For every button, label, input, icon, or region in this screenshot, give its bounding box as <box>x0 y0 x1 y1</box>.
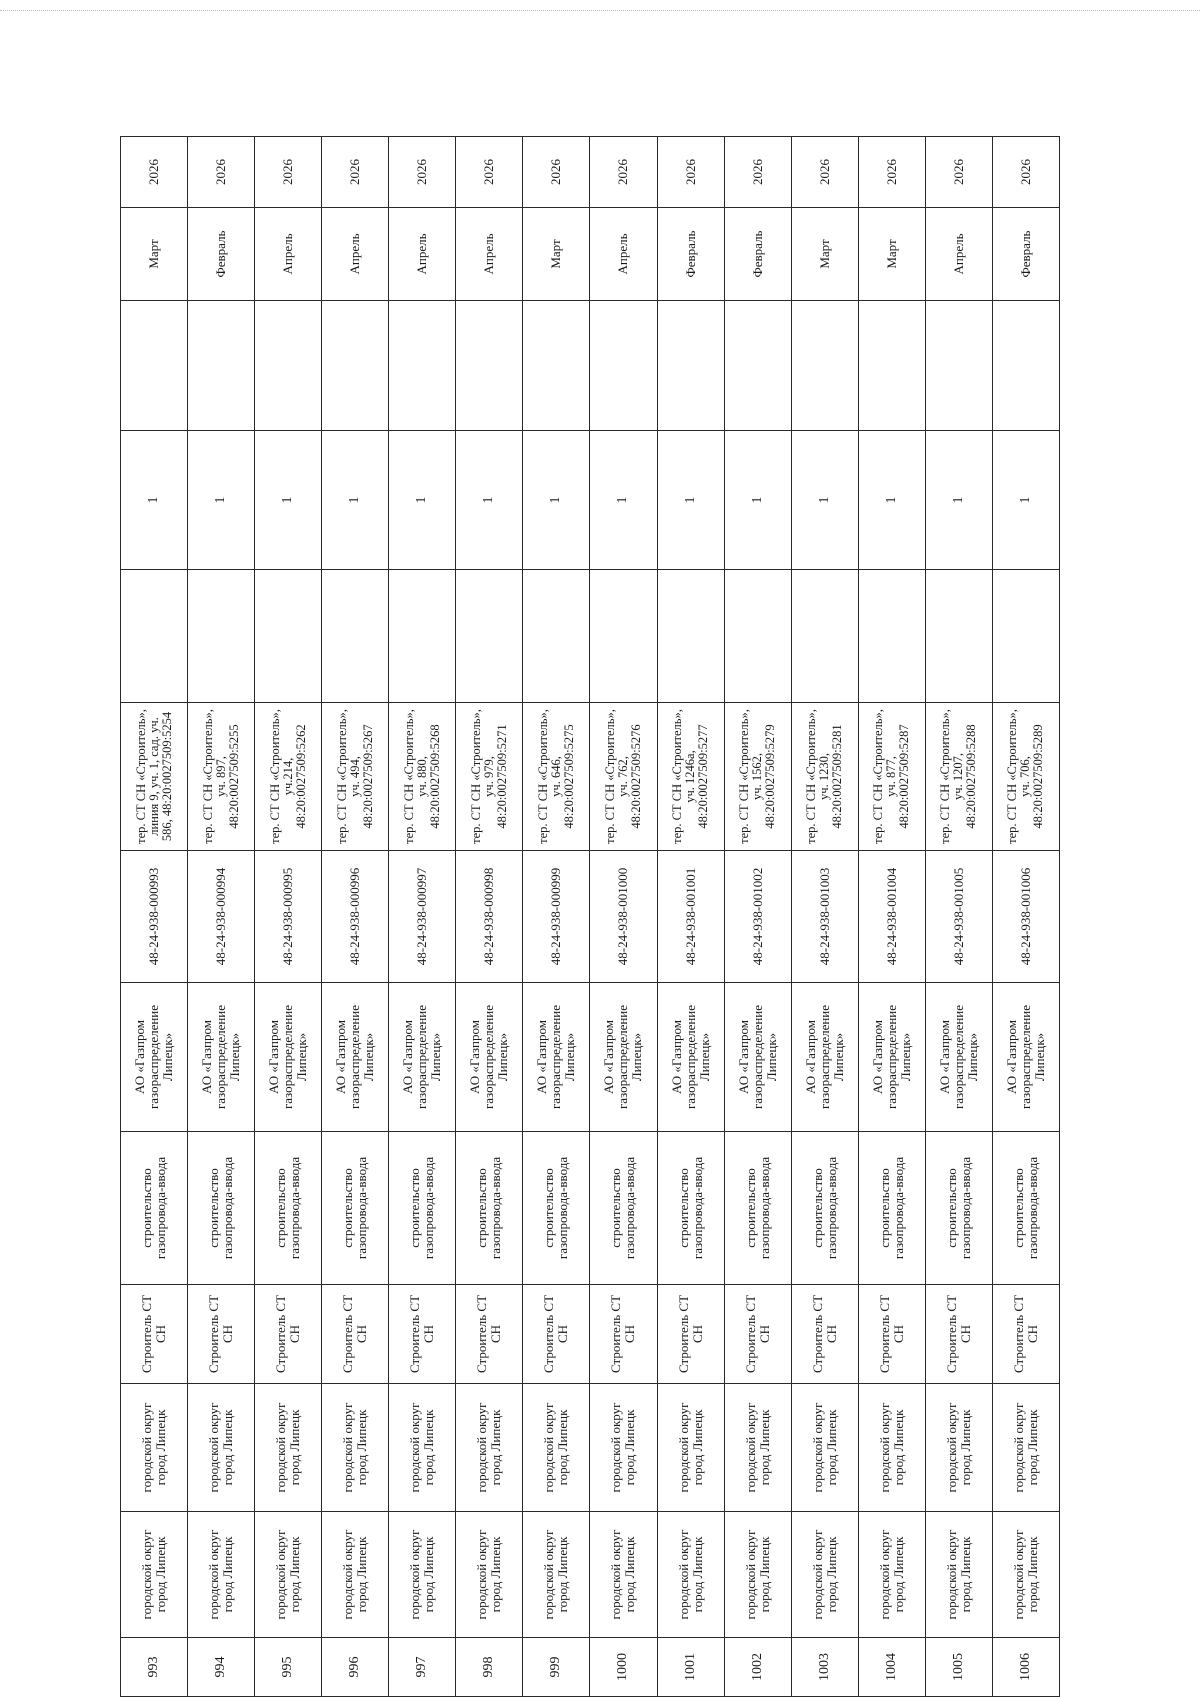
work-type-cell: строительство газопровода-ввода <box>657 1132 724 1285</box>
address-cell: тер. СТ СН «Строитель», уч.214, 48:20:0027509:5262 <box>255 703 322 851</box>
month-cell: Февраль <box>188 208 255 301</box>
organization-cell: АО «Газпром газораспределение Липецк» <box>121 983 188 1132</box>
empty-cell <box>791 570 858 703</box>
organization-cell: АО «Газпром газораспределение Липецк» <box>389 983 456 1132</box>
year-cell: 2026 <box>724 137 791 208</box>
work-type-cell: строительство газопровода-ввода <box>724 1132 791 1285</box>
month-cell: Февраль <box>657 208 724 301</box>
organization-cell: АО «Газпром газораспределение Липецк» <box>992 983 1059 1132</box>
municipality-cell: городской округ город Липецк <box>925 1512 992 1638</box>
table-row <box>255 137 322 1697</box>
settlement-cell: городской округ город Липецк <box>389 1384 456 1512</box>
address-cell: тер. СТ СН «Строитель», уч. 494, 48:20:0027509:5267 <box>322 703 389 851</box>
month-cell: Апрель <box>925 208 992 301</box>
organization-cell: АО «Газпром газораспределение Липецк» <box>322 983 389 1132</box>
table-row <box>389 137 456 1697</box>
register-number-cell: 48-24-938-000996 <box>322 851 389 983</box>
snt-name-cell: Строитель СТ СН <box>188 1285 255 1384</box>
row-number-cell: 1000 <box>590 1638 657 1697</box>
address-cell: тер. СТ СН «Строитель», линия 9, уч. 1, сад. уч. 586, 48:20:0027509:5254 <box>121 703 188 851</box>
empty-cell <box>322 570 389 703</box>
empty-cell <box>590 301 657 431</box>
table-row <box>992 137 1059 1697</box>
year-cell: 2026 <box>456 137 523 208</box>
work-type-cell: строительство газопровода-ввода <box>322 1132 389 1285</box>
register-number-cell: 48-24-938-001002 <box>724 851 791 983</box>
empty-cell <box>590 570 657 703</box>
empty-cell <box>389 570 456 703</box>
year-cell: 2026 <box>322 137 389 208</box>
table-row <box>657 137 724 1697</box>
organization-cell: АО «Газпром газораспределение Липецк» <box>925 983 992 1132</box>
count-cell: 1 <box>791 431 858 570</box>
municipality-cell: городской округ город Липецк <box>523 1512 590 1638</box>
settlement-cell: городской округ город Липецк <box>322 1384 389 1512</box>
municipality-cell: городской округ город Липецк <box>657 1512 724 1638</box>
work-type-cell: строительство газопровода-ввода <box>389 1132 456 1285</box>
municipality-cell: городской округ город Липецк <box>456 1512 523 1638</box>
snt-name-cell: Строитель СТ СН <box>724 1285 791 1384</box>
snt-name-cell: Строитель СТ СН <box>925 1285 992 1384</box>
empty-cell <box>992 570 1059 703</box>
empty-cell <box>657 301 724 431</box>
settlement-cell: городской округ город Липецк <box>523 1384 590 1512</box>
table-row <box>858 137 925 1697</box>
year-cell: 2026 <box>590 137 657 208</box>
municipality-cell: городской округ город Липецк <box>724 1512 791 1638</box>
snt-name-cell: Строитель СТ СН <box>322 1285 389 1384</box>
organization-cell: АО «Газпром газораспределение Липецк» <box>523 983 590 1132</box>
settlement-cell: городской округ город Липецк <box>590 1384 657 1512</box>
snt-name-cell: Строитель СТ СН <box>121 1285 188 1384</box>
empty-cell <box>456 301 523 431</box>
settlement-cell: городской округ город Липецк <box>925 1384 992 1512</box>
register-number-cell: 48-24-938-001000 <box>590 851 657 983</box>
register-number-cell: 48-24-938-000993 <box>121 851 188 983</box>
settlement-cell: городской округ город Липецк <box>188 1384 255 1512</box>
empty-cell <box>791 301 858 431</box>
empty-cell <box>121 570 188 703</box>
count-cell: 1 <box>188 431 255 570</box>
empty-cell <box>925 570 992 703</box>
count-cell: 1 <box>992 431 1059 570</box>
count-cell: 1 <box>657 431 724 570</box>
empty-cell <box>724 570 791 703</box>
row-number-cell: 995 <box>255 1638 322 1697</box>
address-cell: тер. СТ СН «Строитель», уч. 762, 48:20:0027509:5276 <box>590 703 657 851</box>
table-row <box>121 137 188 1697</box>
empty-cell <box>389 301 456 431</box>
row-number-cell: 1003 <box>791 1638 858 1697</box>
month-cell: Апрель <box>255 208 322 301</box>
count-cell: 1 <box>590 431 657 570</box>
month-cell: Март <box>791 208 858 301</box>
municipality-cell: городской округ город Липецк <box>322 1512 389 1638</box>
year-cell: 2026 <box>255 137 322 208</box>
row-number-cell: 996 <box>322 1638 389 1697</box>
empty-cell <box>255 570 322 703</box>
empty-cell <box>456 570 523 703</box>
work-type-cell: строительство газопровода-ввода <box>590 1132 657 1285</box>
month-cell: Апрель <box>456 208 523 301</box>
count-cell: 1 <box>255 431 322 570</box>
settlement-cell: городской округ город Липецк <box>992 1384 1059 1512</box>
snt-name-cell: Строитель СТ СН <box>791 1285 858 1384</box>
organization-cell: АО «Газпром газораспределение Липецк» <box>657 983 724 1132</box>
month-cell: Март <box>121 208 188 301</box>
row-number-cell: 999 <box>523 1638 590 1697</box>
settlement-cell: городской округ город Липецк <box>724 1384 791 1512</box>
snt-name-cell: Строитель СТ СН <box>657 1285 724 1384</box>
address-cell: тер. СТ СН «Строитель», уч. 706, 48:20:0027509:5289 <box>992 703 1059 851</box>
count-cell: 1 <box>456 431 523 570</box>
register-number-cell: 48-24-938-000994 <box>188 851 255 983</box>
work-type-cell: строительство газопровода-ввода <box>791 1132 858 1285</box>
empty-cell <box>858 301 925 431</box>
register-number-cell: 48-24-938-000998 <box>456 851 523 983</box>
municipality-cell: городской округ город Липецк <box>858 1512 925 1638</box>
empty-cell <box>121 301 188 431</box>
organization-cell: АО «Газпром газораспределение Липецк» <box>858 983 925 1132</box>
year-cell: 2026 <box>389 137 456 208</box>
register-number-cell: 48-24-938-001004 <box>858 851 925 983</box>
empty-cell <box>188 301 255 431</box>
organization-cell: АО «Газпром газораспределение Липецк» <box>724 983 791 1132</box>
snt-name-cell: Строитель СТ СН <box>992 1285 1059 1384</box>
count-cell: 1 <box>121 431 188 570</box>
organization-cell: АО «Газпром газораспределение Липецк» <box>456 983 523 1132</box>
municipality-cell: городской округ город Липецк <box>590 1512 657 1638</box>
snt-name-cell: Строитель СТ СН <box>858 1285 925 1384</box>
row-number-cell: 1001 <box>657 1638 724 1697</box>
municipality-cell: городской округ город Липецк <box>255 1512 322 1638</box>
address-cell: тер. СТ СН «Строитель», уч. 1230, 48:20:0027509:5281 <box>791 703 858 851</box>
table-row <box>188 137 255 1697</box>
settlement-cell: городской округ город Липецк <box>657 1384 724 1512</box>
settlement-cell: городской округ город Липецк <box>791 1384 858 1512</box>
empty-cell <box>724 301 791 431</box>
settlement-cell: городской округ город Липецк <box>121 1384 188 1512</box>
register-number-cell: 48-24-938-001005 <box>925 851 992 983</box>
snt-name-cell: Строитель СТ СН <box>456 1285 523 1384</box>
work-type-cell: строительство газопровода-ввода <box>121 1132 188 1285</box>
organization-cell: АО «Газпром газораспределение Липецк» <box>188 983 255 1132</box>
address-cell: тер. СТ СН «Строитель», уч. 979, 48:20:0027509:5271 <box>456 703 523 851</box>
organization-cell: АО «Газпром газораспределение Липецк» <box>590 983 657 1132</box>
organization-cell: АО «Газпром газораспределение Липецк» <box>255 983 322 1132</box>
address-cell: тер. СТ СН «Строитель», уч. 1246а, 48:20:0027509:5277 <box>657 703 724 851</box>
snt-name-cell: Строитель СТ СН <box>389 1285 456 1384</box>
municipality-cell: городской округ город Липецк <box>188 1512 255 1638</box>
settlement-cell: городской округ город Липецк <box>456 1384 523 1512</box>
table-row <box>523 137 590 1697</box>
row-number-cell: 993 <box>121 1638 188 1697</box>
empty-cell <box>992 301 1059 431</box>
year-cell: 2026 <box>188 137 255 208</box>
table-row <box>925 137 992 1697</box>
month-cell: Апрель <box>322 208 389 301</box>
row-number-cell: 994 <box>188 1638 255 1697</box>
year-cell: 2026 <box>858 137 925 208</box>
row-number-cell: 1002 <box>724 1638 791 1697</box>
count-cell: 1 <box>724 431 791 570</box>
register-number-cell: 48-24-938-001003 <box>791 851 858 983</box>
work-type-cell: строительство газопровода-ввода <box>925 1132 992 1285</box>
settlement-cell: городской округ город Липецк <box>255 1384 322 1512</box>
count-cell: 1 <box>322 431 389 570</box>
address-cell: тер. СТ СН «Строитель», уч. 1562, 48:20:0027509:5279 <box>724 703 791 851</box>
address-cell: тер. СТ СН «Строитель», уч. 880, 48:20:0027509:5268 <box>389 703 456 851</box>
table-row <box>791 137 858 1697</box>
count-cell: 1 <box>389 431 456 570</box>
municipality-cell: городской округ город Липецк <box>389 1512 456 1638</box>
year-cell: 2026 <box>523 137 590 208</box>
empty-cell <box>523 301 590 431</box>
municipality-cell: городской округ город Липецк <box>121 1512 188 1638</box>
work-type-cell: строительство газопровода-ввода <box>255 1132 322 1285</box>
settlement-cell: городской округ город Липецк <box>858 1384 925 1512</box>
table-row <box>456 137 523 1697</box>
empty-cell <box>657 570 724 703</box>
work-type-cell: строительство газопровода-ввода <box>456 1132 523 1285</box>
count-cell: 1 <box>925 431 992 570</box>
gasification-schedule-table <box>120 136 1060 1697</box>
address-cell: тер. СТ СН «Строитель», уч. 877, 48:20:0027509:5287 <box>858 703 925 851</box>
month-cell: Март <box>858 208 925 301</box>
municipality-cell: городской округ город Липецк <box>992 1512 1059 1638</box>
register-number-cell: 48-24-938-000995 <box>255 851 322 983</box>
table-body <box>121 137 1060 1697</box>
row-number-cell: 1005 <box>925 1638 992 1697</box>
empty-cell <box>188 570 255 703</box>
row-number-cell: 997 <box>389 1638 456 1697</box>
month-cell: Апрель <box>590 208 657 301</box>
snt-name-cell: Строитель СТ СН <box>590 1285 657 1384</box>
table-row <box>724 137 791 1697</box>
register-number-cell: 48-24-938-000997 <box>389 851 456 983</box>
year-cell: 2026 <box>791 137 858 208</box>
table-row <box>590 137 657 1697</box>
year-cell: 2026 <box>121 137 188 208</box>
register-number-cell: 48-24-938-001006 <box>992 851 1059 983</box>
register-number-cell: 48-24-938-001001 <box>657 851 724 983</box>
organization-cell: АО «Газпром газораспределение Липецк» <box>791 983 858 1132</box>
work-type-cell: строительство газопровода-ввода <box>523 1132 590 1285</box>
year-cell: 2026 <box>992 137 1059 208</box>
scan-edge-line <box>0 10 1200 11</box>
work-type-cell: строительство газопровода-ввода <box>992 1132 1059 1285</box>
row-number-cell: 1006 <box>992 1638 1059 1697</box>
snt-name-cell: Строитель СТ СН <box>255 1285 322 1384</box>
month-cell: Февраль <box>724 208 791 301</box>
year-cell: 2026 <box>925 137 992 208</box>
empty-cell <box>858 570 925 703</box>
empty-cell <box>255 301 322 431</box>
empty-cell <box>523 570 590 703</box>
work-type-cell: строительство газопровода-ввода <box>188 1132 255 1285</box>
work-type-cell: строительство газопровода-ввода <box>858 1132 925 1285</box>
year-cell: 2026 <box>657 137 724 208</box>
municipality-cell: городской округ город Липецк <box>791 1512 858 1638</box>
register-number-cell: 48-24-938-000999 <box>523 851 590 983</box>
count-cell: 1 <box>523 431 590 570</box>
address-cell: тер. СТ СН «Строитель», уч. 897, 48:20:0027509:5255 <box>188 703 255 851</box>
empty-cell <box>322 301 389 431</box>
address-cell: тер. СТ СН «Строитель», уч. 646, 48:20:0027509:5275 <box>523 703 590 851</box>
row-number-cell: 1004 <box>858 1638 925 1697</box>
month-cell: Февраль <box>992 208 1059 301</box>
month-cell: Март <box>523 208 590 301</box>
month-cell: Апрель <box>389 208 456 301</box>
count-cell: 1 <box>858 431 925 570</box>
rotated-page <box>120 137 1060 1697</box>
row-number-cell: 998 <box>456 1638 523 1697</box>
empty-cell <box>925 301 992 431</box>
address-cell: тер. СТ СН «Строитель», уч. 1207, 48:20:0027509:5288 <box>925 703 992 851</box>
table-row <box>322 137 389 1697</box>
snt-name-cell: Строитель СТ СН <box>523 1285 590 1384</box>
